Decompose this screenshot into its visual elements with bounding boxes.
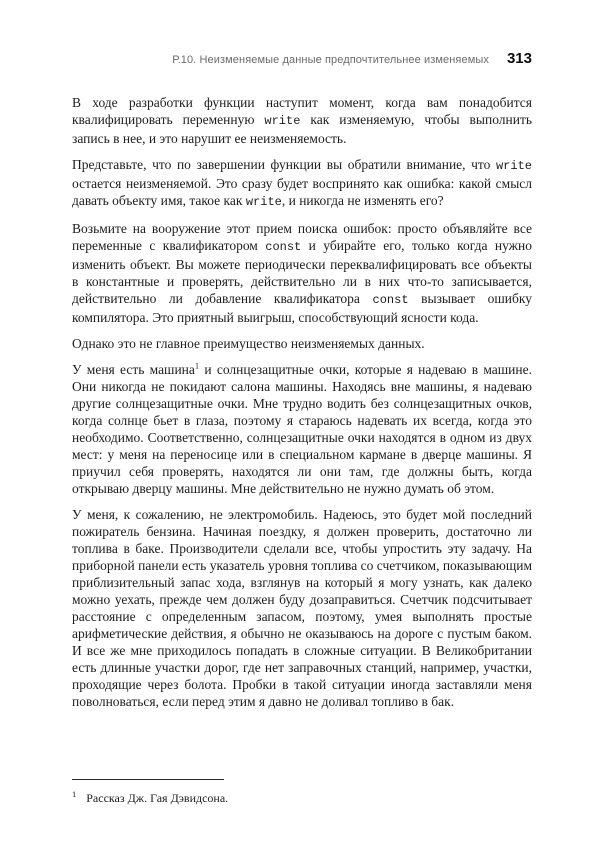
text-run: У меня есть машина xyxy=(72,362,195,377)
paragraph-1 xyxy=(72,94,532,147)
text-run: Однако это не главное преимущество неизменяемых данных. xyxy=(72,336,425,351)
paragraph-6 xyxy=(72,506,532,710)
text-run: остается неизменяемой. Это сразу будет воспринято как ошибка: какой смысл давать объекту имя, такое как xyxy=(72,176,532,208)
paragraph-4 xyxy=(72,335,532,352)
text-run: , и никогда не изменять его? xyxy=(281,193,444,208)
text-run: и убирайте его, только когда нужно изменить объект. Вы можете периодически переквалифицировать все объекты в константные и проверять, действительно ли в них что-то записывается, действительно ли добавление квалификатора xyxy=(72,238,532,306)
text-run: вызывает ошибку компилятора. Это приятный выигрыш, способствующий ясности кода. xyxy=(72,291,532,325)
paragraph-5 xyxy=(72,361,532,497)
page-header xyxy=(72,50,532,67)
footnote-marker: 1 xyxy=(72,789,77,799)
footnote-area xyxy=(72,779,532,806)
text-run: как изменяемую, чтобы выполнить запись в нее, и это нарушит ее неизменяемость. xyxy=(72,112,533,146)
inline-code: write xyxy=(245,195,282,209)
footnote-divider xyxy=(72,779,224,780)
paragraph-3 xyxy=(72,220,532,326)
running-title: Р.10. Неизменяемые данные предпочтительнее изменяемых xyxy=(172,54,489,66)
text-run: и солнцезащитные очки, которые я надеваю в машине. Они никогда не покидают салона машины. Находясь вне машины, я надеваю другие солнцезащитные очки. Мне трудно водить без солнцезащитных очков, когда солнце бьет в глаза, поэтому я стараюсь надевать их всегда, когда это необходимо. Соответственно, солнцезащитные очки находятся в одном из двух мест: у меня на переносице или в специальном кармане в дверце машины. Я приучил себя проверять, находятся ли они там, где должны быть, когда открываю дверцу машины. Мне действительно не нужно думать об этом. xyxy=(72,362,532,496)
page-number: 313 xyxy=(506,50,532,67)
text-run: У меня, к сожалению, не электромобиль. Надеюсь, это будет мой последний пожиратель бензина. Начиная поездку, я должен проверить, достаточно ли топлива в баке. Производители сделали все, чтобы упростить эту задачу. На приборной панели есть указатель уровня топлива со счетчиком, показывающим приблизительный запас хода, взглянув на который я могу узнать, как далеко можно уехать, прежде чем должен буду дозаправиться. Счетчик подсчитывает расстояние с определенным запасом, поэтому, умея выполнять простые арифметические действия, я обычно не оказываюсь на дороге с пустым баком. И все же мне приходилось попадать в сложные ситуации. В Великобритании есть длинные участки дорог, где нет заправочных станций, например, участки, проходящие через болота. Пробки в такой ситуации иногда заставляли меня поволноваться, если перед этим я давно не доливал топливо в бак. xyxy=(72,507,532,709)
inline-code: write xyxy=(495,159,532,173)
text-run: В ходе разработки функции наступит момент, когда вам понадобится квалифицировать переменную xyxy=(72,95,532,127)
paragraph-2 xyxy=(72,156,532,211)
footnote-text: Рассказ Дж. Гая Дэвидсона. xyxy=(86,791,229,805)
text-run: Возьмите на вооружение этот прием поиска ошибок: просто объявляйте все переменные с квалификатором xyxy=(72,221,532,253)
text-run: Представьте, что по завершении функции вы обратили внимание, что xyxy=(72,157,496,172)
inline-code: const xyxy=(372,293,409,307)
footnote xyxy=(72,787,532,806)
inline-code: write xyxy=(264,114,301,128)
body-text xyxy=(72,94,532,710)
inline-code: const xyxy=(265,240,302,254)
footnote-reference: 1 xyxy=(194,360,200,371)
